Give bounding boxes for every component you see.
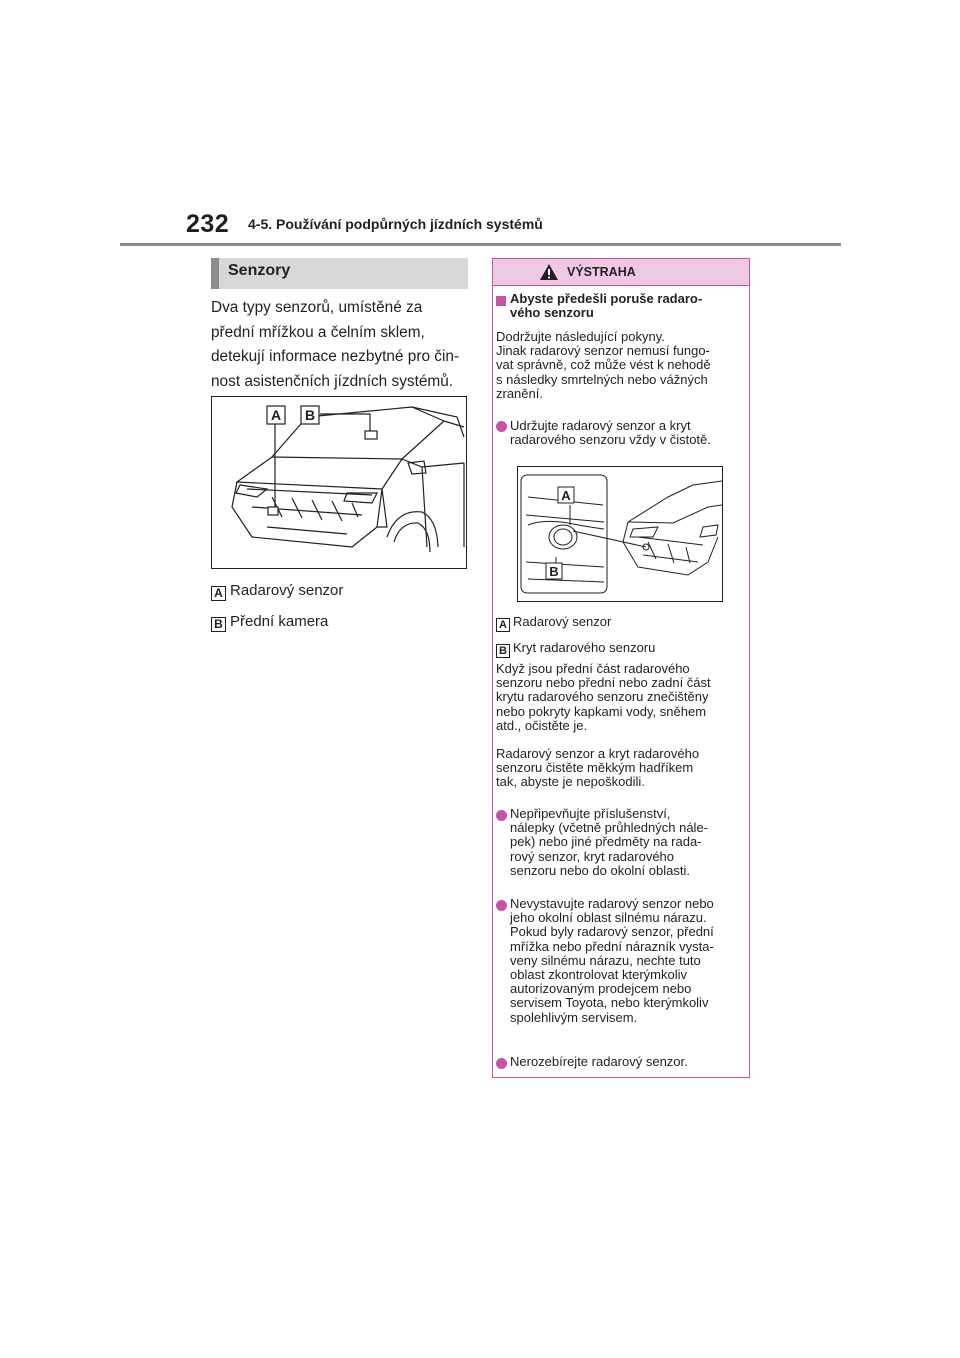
bullet-line: oblast zkontrolovat kterýmkoliv [510, 967, 688, 983]
bullet-line: nálepky (včetně průhledných nále- [510, 820, 709, 836]
warning-legend-tag-a: A [496, 618, 510, 632]
bullet-line: spolehlivým servisem. [510, 1009, 638, 1025]
warning-legend-tag-b: B [496, 644, 510, 658]
bullet-dot-icon [496, 810, 507, 821]
legend-tag-a: A [211, 586, 226, 601]
paragraph-line: Když jsou přední část radarového [496, 661, 690, 676]
radar-sensor-illustration [517, 466, 723, 602]
bullet-line: jeho okolní oblast silnému nárazu. [510, 910, 707, 926]
warning-paragraph-1 [496, 662, 744, 733]
radar-callout-a-text: A [561, 488, 571, 503]
legend-label-a: Radarový senzor [230, 582, 344, 599]
bullet-line: Pokud byly radarový senzor, přední [510, 924, 714, 940]
bullet-line: pek) nebo jiné předměty na rada- [510, 834, 702, 850]
warning-bullet-1 [510, 419, 746, 447]
radar-illustration-svg [518, 467, 722, 601]
car-callout-b [301, 406, 319, 424]
intro-line: nost asistenčních jízdních systémů. [211, 372, 454, 390]
radar-callout-b-text: B [549, 564, 559, 579]
bullet-dot-icon [496, 900, 507, 911]
bullet-line: rový senzor, kryt radarového [510, 848, 675, 864]
paragraph-line: nebo pokryty kapkami vody, sněhem [496, 703, 707, 719]
warning-intro-line: Jinak radarový senzor nemusí fungo- [496, 343, 710, 359]
radar-callout-a [558, 487, 574, 503]
warning-legend-sensor-cover [496, 640, 655, 658]
section-title: 4-5. Používání podpůrných jízdních systémů [248, 216, 543, 232]
legend-front-camera [211, 613, 328, 632]
bullet-line: autorizovaným prodejcem nebo [510, 981, 692, 997]
warning-header [492, 258, 750, 286]
warning-intro-line: vat správně, což může vést k nehodě [496, 357, 711, 373]
bullet-line: mřížka nebo přední nárazník vysta- [510, 938, 714, 954]
bullet-dot-icon [496, 421, 507, 432]
bullet-line: senzoru nebo do okolní oblasti. [510, 862, 690, 878]
bullet-line: veny silnému nárazu, nechte tuto [510, 952, 701, 968]
intro-line: přední mřížkou a čelním sklem, [211, 323, 425, 341]
car-callout-a-text: A [270, 407, 282, 423]
sensors-intro [211, 296, 469, 394]
paragraph-line: Radarový senzor a kryt radarového [496, 746, 700, 761]
paragraph-line: krytu radarového senzoru znečištěny [496, 689, 709, 705]
warning-paragraph-2 [496, 747, 744, 790]
bullet-line: radarového senzoru vždy v čistotě. [510, 432, 711, 448]
warning-intro-line: Dodržujte následující pokyny. [496, 329, 665, 344]
car-callout-b-text: B [304, 407, 316, 423]
warning-intro [496, 330, 744, 401]
bullet-line: Udržujte radarový senzor a kryt [510, 418, 691, 433]
intro-line: detekují informace nezbytné pro čin- [211, 348, 460, 365]
warning-bullet-4 [510, 1055, 746, 1069]
legend-tag-b: B [211, 617, 226, 632]
car-callout-a [267, 406, 285, 424]
warning-title: VÝSTRAHA [567, 265, 636, 279]
warning-intro-line: zranění. [496, 385, 543, 401]
warning-legend-radar-sensor [496, 614, 611, 632]
subheading-line: vého senzoru [510, 305, 594, 321]
bullet-dot-icon [496, 1058, 507, 1069]
warning-bullet-3 [510, 897, 746, 1025]
paragraph-line: tak, abyste je nepoškodili. [496, 774, 645, 790]
radar-callout-b [546, 563, 562, 579]
page-number: 232 [186, 210, 230, 238]
warning-legend-label-a: Radarový senzor [513, 614, 612, 629]
warning-triangle-icon [539, 263, 559, 281]
bullet-line: Nevystavujte radarový senzor nebo [510, 896, 714, 911]
bullet-line: Nepřipevňujte příslušenství, [510, 806, 671, 821]
warning-intro-line: s následky smrtelných nebo vážných [496, 371, 708, 387]
warning-legend-label-b: Kryt radarového senzoru [513, 640, 656, 655]
header-divider [120, 243, 841, 246]
bullet-square-icon [496, 296, 506, 306]
car-illustration-svg [212, 397, 466, 568]
paragraph-line: senzoru čistěte měkkým hadříkem [496, 760, 694, 776]
warning-bullet-2 [510, 807, 746, 878]
bullet-line: servisem Toyota, nebo kterýmkoliv [510, 995, 709, 1011]
subheading-line: Abyste předešli poruše radaro- [510, 291, 703, 306]
sensors-heading [211, 258, 468, 289]
sensors-heading-text: Senzory [228, 262, 291, 279]
paragraph-line: atd., očistěte je. [496, 717, 588, 733]
paragraph-line: senzoru nebo přední nebo zadní část [496, 675, 711, 691]
warning-subheading [510, 292, 746, 320]
car-sensor-illustration [211, 396, 467, 569]
legend-radar-sensor [211, 582, 343, 601]
legend-label-b: Přední kamera [230, 613, 329, 630]
bullet-line: Nerozebírejte radarový senzor. [510, 1054, 688, 1069]
intro-line: Dva typy senzorů, umístěné za [211, 299, 423, 316]
